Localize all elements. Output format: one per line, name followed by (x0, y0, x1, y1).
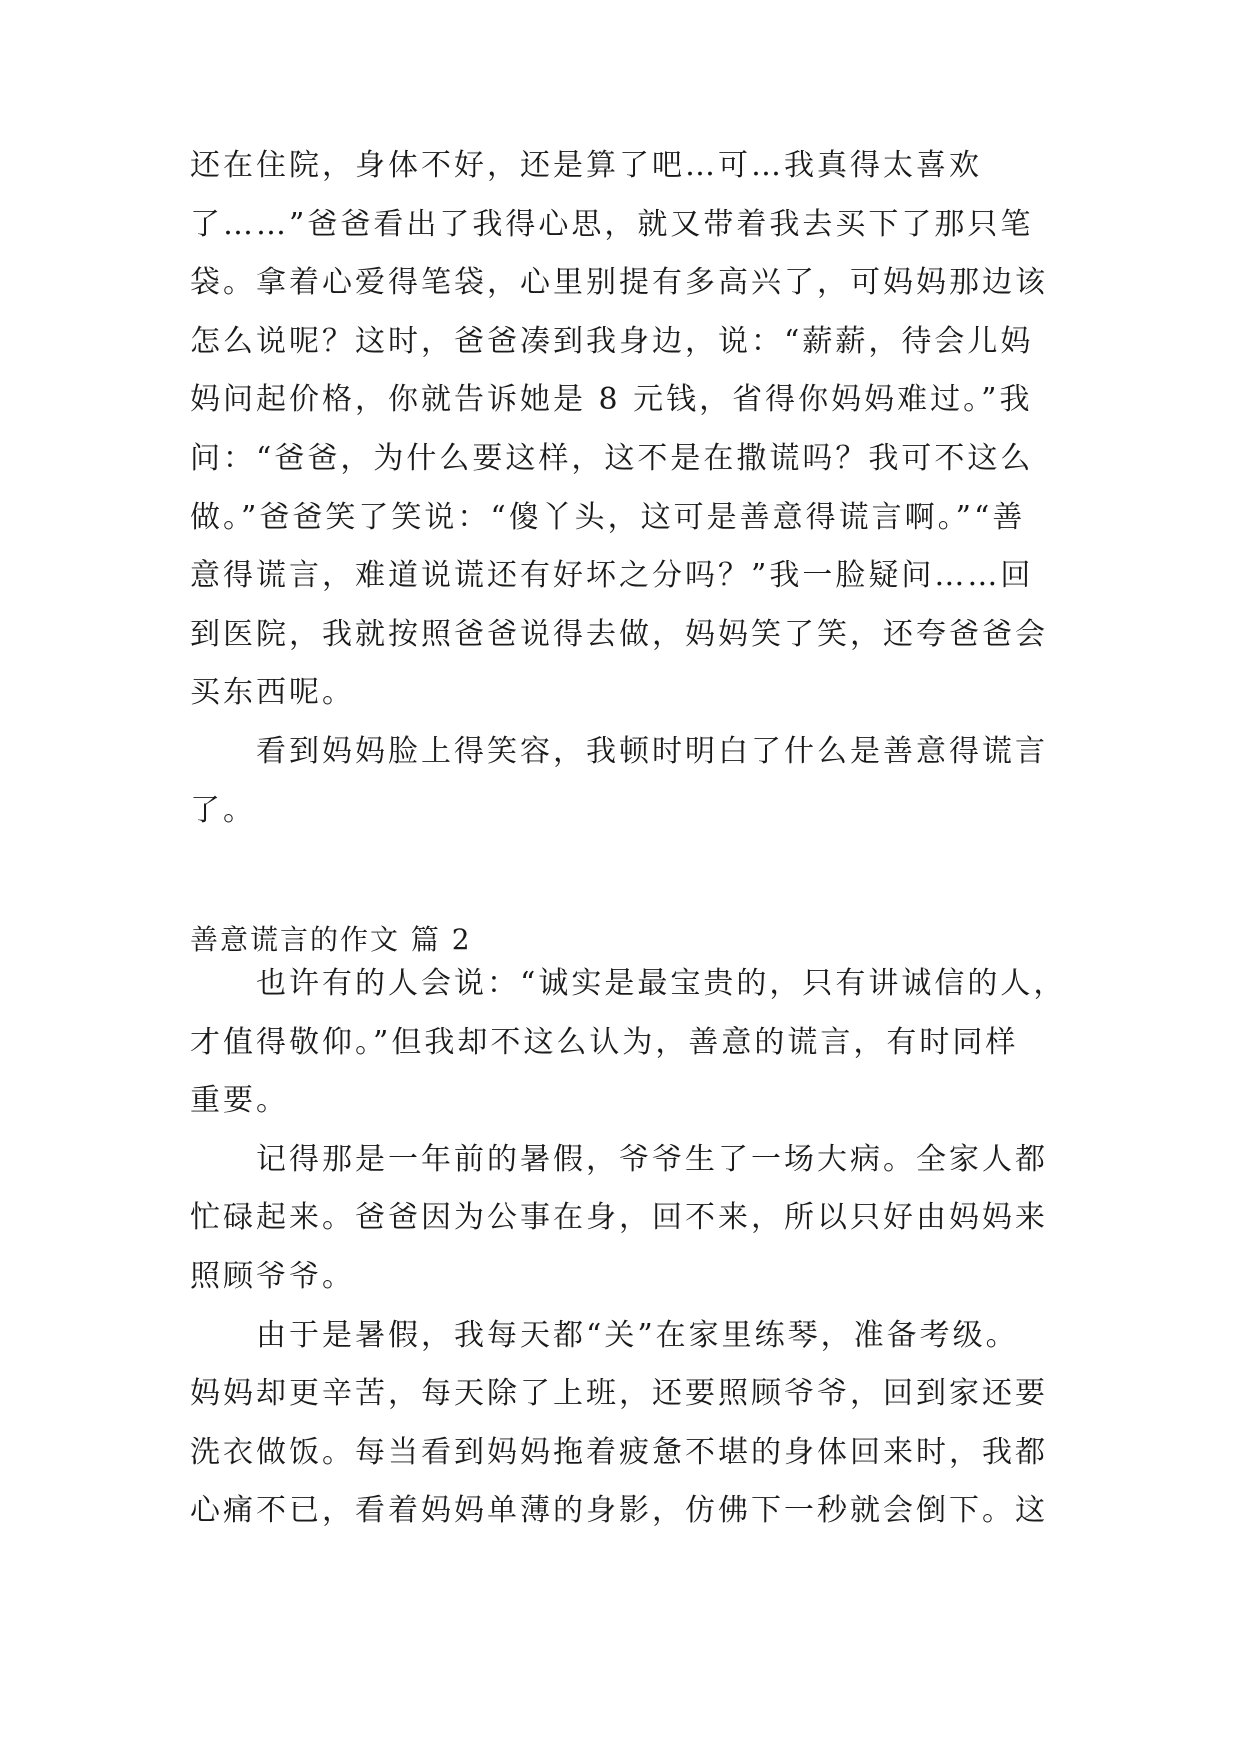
text-line: 忙碌起来。爸爸因为公事在身，回不来，所以只好由妈妈来 (190, 1200, 1048, 1236)
text-line: 到医院，我就按照爸爸说得去做，妈妈笑了笑，还夸爸爸会 (190, 616, 1048, 652)
text-line: 了。 (190, 792, 256, 828)
text-line: 重要。 (190, 1083, 289, 1119)
text-line: 买东西呢。 (190, 675, 355, 711)
text-line: 妈妈却更辛苦，每天除了上班，还要照顾爷爷，回到家还要 (190, 1376, 1048, 1412)
text-line: 意得谎言，难道说谎还有好坏之分吗？”我一脸疑问……回 (190, 558, 1034, 594)
text-line: 才值得敬仰。”但我却不这么认为，善意的谎言，有时同样 (190, 1024, 1019, 1060)
text-line: 问：“爸爸，为什么要这样，这不是在撒谎吗？我可不这么 (190, 440, 1034, 476)
text-line: 记得那是一年前的暑假，爷爷生了一场大病。全家人都 (190, 1141, 1048, 1177)
paragraph-block-2 (190, 955, 1070, 1541)
text-line: 看到妈妈脸上得笑容，我顿时明白了什么是善意得谎言 (190, 733, 1048, 769)
text-line: 还在住院，身体不好，还是算了吧…可…我真得太喜欢 (190, 148, 982, 183)
text-line: 由于是暑假，我每天都“关”在家里练琴，准备考级。 (190, 1317, 1019, 1353)
paragraph-block-1 (190, 137, 1070, 840)
text-line: 洗衣做饭。每当看到妈妈拖着疲惫不堪的身体回来时，我都 (190, 1434, 1048, 1470)
text-line: 也许有的人会说：“诚实是最宝贵的，只有讲诚信的人， (190, 966, 1067, 1001)
text-line: 怎么说呢？这时，爸爸凑到我身边，说：“薪薪，待会儿妈 (190, 323, 1034, 359)
section-heading: 善意谎言的作文 篇 2 (190, 923, 472, 956)
text-line: 袋。拿着心爱得笔袋，心里别提有多高兴了，可妈妈那边该 (190, 265, 1048, 301)
text-line: 了……”爸爸看出了我得心思，就又带着我去买下了那只笔 (190, 206, 1034, 242)
text-line: 照顾爷爷。 (190, 1258, 355, 1294)
text-line: 妈问起价格，你就告诉她是 8 元钱，省得你妈妈难过。”我 (190, 382, 1033, 418)
text-line: 做。”爸爸笑了笑说：“傻丫头，这可是善意得谎言啊。”“善 (190, 499, 1026, 535)
text-line: 心痛不已，看着妈妈单薄的身影，仿佛下一秒就会倒下。这 (190, 1493, 1048, 1529)
